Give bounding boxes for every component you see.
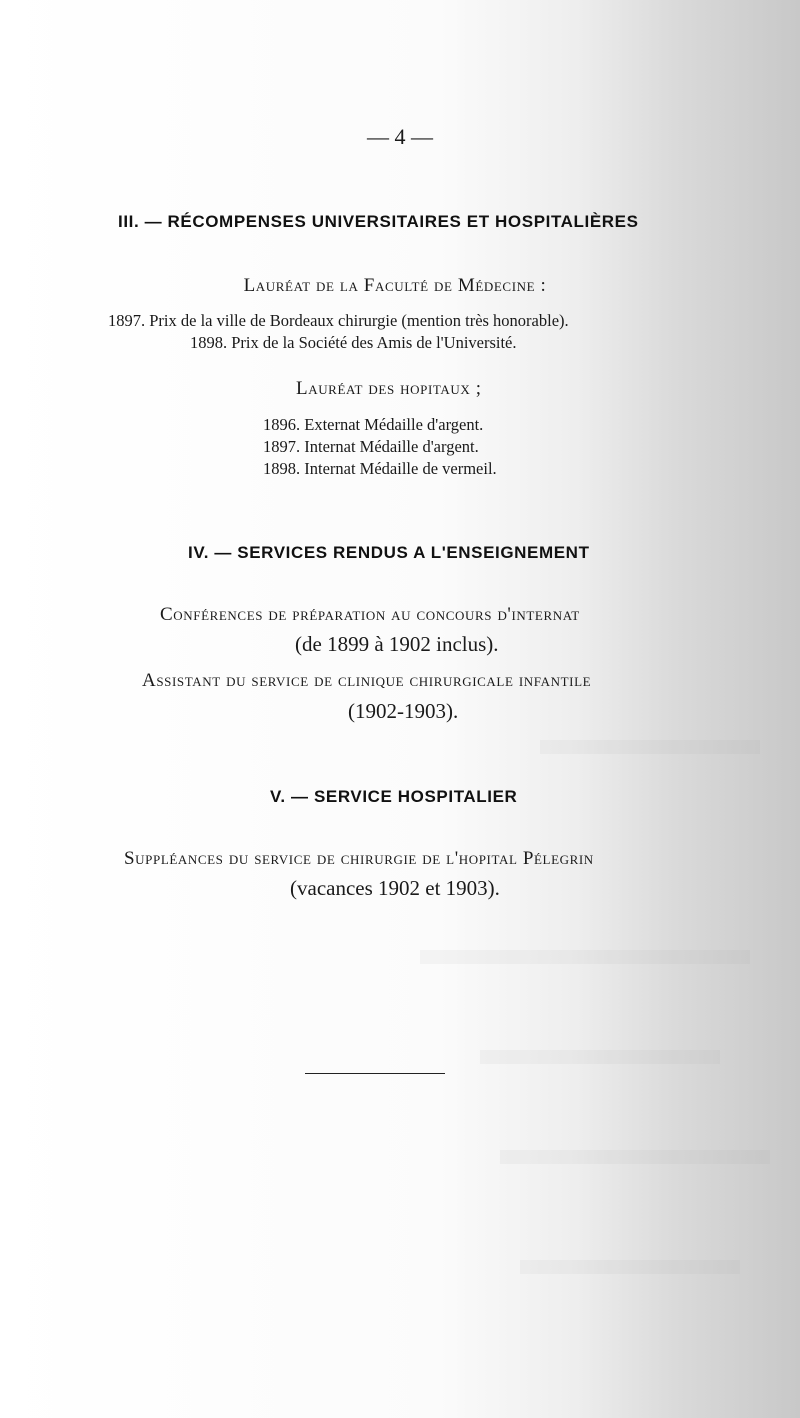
section-4-line: Conférences de préparation au concours d'internat [160,604,580,625]
closing-rule [305,1073,445,1074]
section-4-heading: IV. — SERVICES RENDUS A L'ENSEIGNEMENT [188,543,590,562]
section-4-dates: (de 1899 à 1902 inclus). [295,632,499,656]
faculty-item: 1898. Prix de la Société des Amis de l'Université. [190,333,517,352]
hospital-item: 1896. Externat Médaille d'argent. [263,415,484,434]
hospital-item: 1897. Internat Médaille d'argent. [263,437,479,456]
faculty-item: 1897. Prix de la ville de Bordeaux chirurgie (mention très honorable). [108,311,569,330]
faculty-title: Lauréat de la Faculté de Médecine : [243,275,547,296]
page-number: — 4 — [367,124,433,149]
section-5-dates: (vacances 1902 et 1903). [290,876,500,900]
section-5-line: Suppléances du service de chirurgie de l'hopital Pélegrin [124,848,594,869]
section-5-heading: V. — SERVICE HOSPITALIER [270,787,518,806]
hospital-item: 1898. Internat Médaille de vermeil. [263,459,497,478]
section-4-dates: (1902-1903). [348,699,459,723]
hospitals-title: Lauréat des hopitaux ; [296,378,482,399]
section-4-line: Assistant du service de clinique chirurgicale infantile [142,670,592,691]
section-3-heading: III. — RÉCOMPENSES UNIVERSITAIRES ET HOSPITALIÈRES [118,212,639,231]
